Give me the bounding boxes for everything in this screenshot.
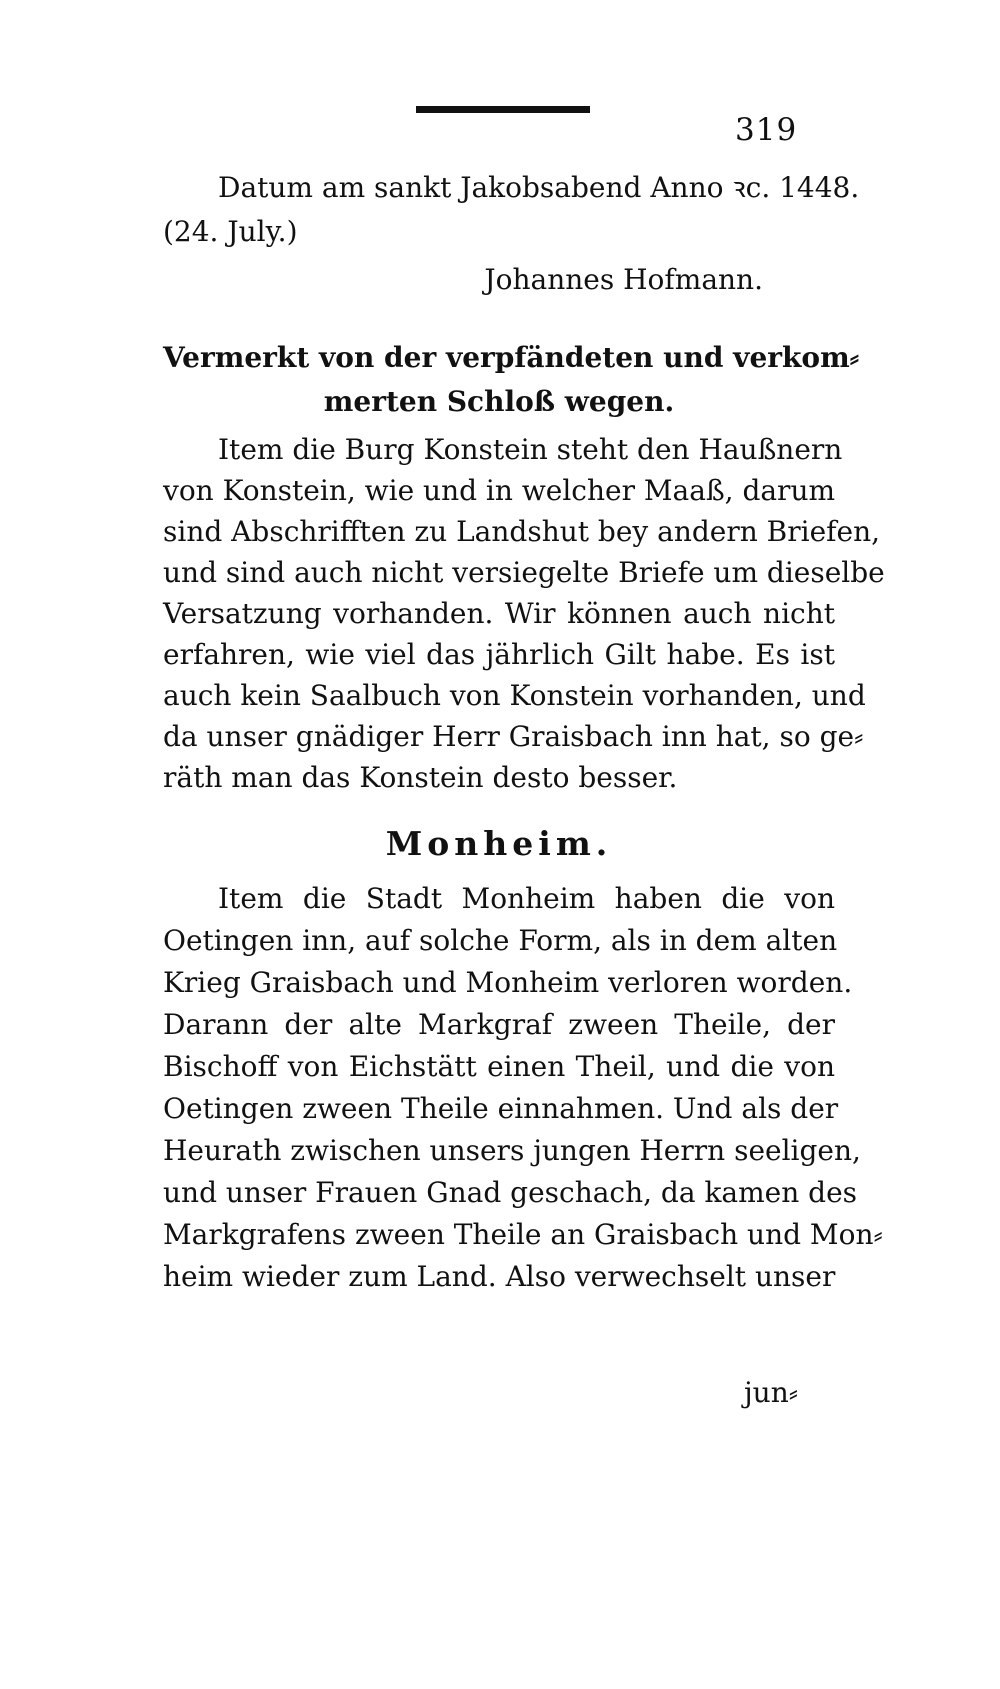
date-note: (24. July.) (163, 215, 298, 248)
paragraph-line: auch kein Saalbuch von Konstein vorhanden, und (163, 679, 866, 712)
paragraph-line: Krieg Graisbach und Monheim verloren worden. (163, 966, 853, 999)
section-heading-line-1: Vermerkt von der verpfändeten und verkom⸗ (163, 341, 860, 374)
page-number: 319 (735, 112, 798, 148)
section-heading-line-2: merten Schloß wegen. (323, 385, 675, 418)
paragraph-line: Oetingen inn, auf solche Form, als in dem alten (163, 924, 838, 957)
paragraph-line: Oetingen zween Theile einnahmen. Und als der (163, 1092, 839, 1125)
paragraph-line: und unser Frauen Gnad geschach, da kamen des (163, 1176, 858, 1209)
paragraph-line: heim wieder zum Land. Also verwechselt unser (163, 1260, 836, 1293)
signature: Johannes Hofmann. (484, 263, 763, 296)
paragraph-line: sind Abschrifften zu Landshut bey andern Briefen, (163, 515, 881, 548)
date-line: Datum am sankt Jakobsabend Anno ꝛc. 1448. (218, 171, 860, 204)
paragraph-line: räth man das Konstein desto besser. (163, 761, 678, 794)
paragraph-line: von Konstein, wie und in welcher Maaß, darum (163, 474, 836, 507)
paragraph-line: und sind auch nicht versiegelte Briefe um dieselbe (163, 556, 885, 589)
paragraph-line: Bischoff von Eichstätt einen Theil, und die von (163, 1050, 835, 1083)
paragraph-line: Markgrafens zween Theile an Graisbach und Mon⸗ (163, 1218, 883, 1251)
section-title: Monheim. (385, 824, 613, 863)
catchword: jun⸗ (744, 1376, 799, 1409)
paragraph-line: Item die Burg Konstein steht den Haußnern (218, 433, 843, 466)
paragraph-line: Item die Stadt Monheim haben die von (218, 882, 835, 915)
paragraph-line: erfahren, wie viel das jährlich Gilt habe. Es ist (163, 638, 835, 671)
paragraph-line: Versatzung vorhanden. Wir können auch nicht (163, 597, 835, 630)
paragraph-line: Darann der alte Markgraf zween Theile, der (163, 1008, 835, 1041)
header-rule (416, 106, 590, 113)
paragraph-line: Heurath zwischen unsers jungen Herrn seeligen, (163, 1134, 861, 1167)
paragraph-line: da unser gnädiger Herr Graisbach inn hat, so ge⸗ (163, 720, 864, 753)
